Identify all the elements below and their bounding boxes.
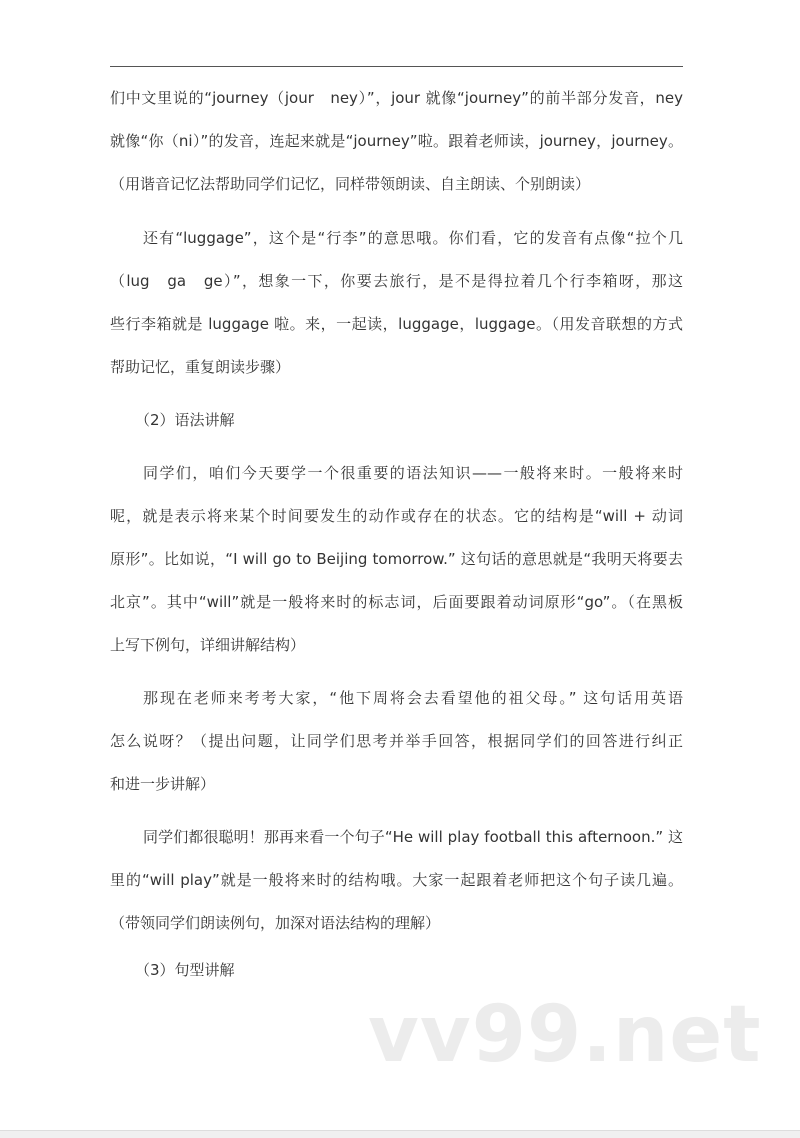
text-line: 些行李箱就是 luggage 啦。来，一起读，luggage，luggage。（用发音联想的方式 (110, 315, 683, 333)
text-line: 上写下例句，详细讲解结构） (110, 636, 306, 654)
text-line: 们中文里说的“journey（jour ney）”，jour 就像“journey”的前半部分发音，ney (110, 89, 683, 107)
text-line: 还有“luggage”，这个是“行李”的意思哦。你们看，它的发音有点像“拉个几 (143, 229, 683, 247)
text-line: 里的“will play”就是一般将来时的结构哦。大家一起跟着老师把这个句子读几遍。 (110, 871, 683, 889)
text-line: 那现在老师来考考大家，“他下周将会去看望他的祖父母。” 这句话用英语 (143, 689, 683, 707)
header-rule (110, 66, 683, 67)
text-line: 同学们都很聪明！那再来看一个句子“He will play football this afternoon.” 这 (143, 828, 683, 846)
section-heading: （3）句型讲解 (135, 961, 235, 979)
text-line: （用谐音记忆法帮助同学们记忆，同样带领朗读、自主朗读、个别朗读） (110, 175, 591, 193)
text-line: 北京”。其中“will”就是一般将来时的标志词，后面要跟着动词原形“go”。（在黑板 (110, 593, 683, 611)
watermark: vv99.net (368, 990, 762, 1080)
text-line: 呢，就是表示将来某个时间要发生的动作或存在的状态。它的结构是“will + 动词 (110, 507, 683, 525)
text-line: 同学们，咱们今天要学一个很重要的语法知识——一般将来时。一般将来时 (143, 464, 683, 482)
text-line: 原形”。比如说，“I will go to Beijing tomorrow.” 这句话的意思就是“我明天将要去 (110, 550, 683, 568)
text-line: 帮助记忆，重复朗读步骤） (110, 358, 291, 376)
text-line: 和进一步讲解） (110, 775, 216, 793)
text-line: （lug ga ge）”，想象一下，你要去旅行，是不是得拉着几个行李箱呀，那这 (110, 272, 683, 290)
section-heading: （2）语法讲解 (135, 411, 235, 429)
text-line: （带领同学们朗读例句，加深对语法结构的理解） (110, 914, 441, 932)
text-line: 怎么说呀？（提出问题，让同学们思考并举手回答，根据同学们的回答进行纠正 (110, 732, 683, 750)
text-line: 就像“你（ni）”的发音，连起来就是“journey”啦。跟着老师读，journey，journey。 (110, 132, 683, 150)
